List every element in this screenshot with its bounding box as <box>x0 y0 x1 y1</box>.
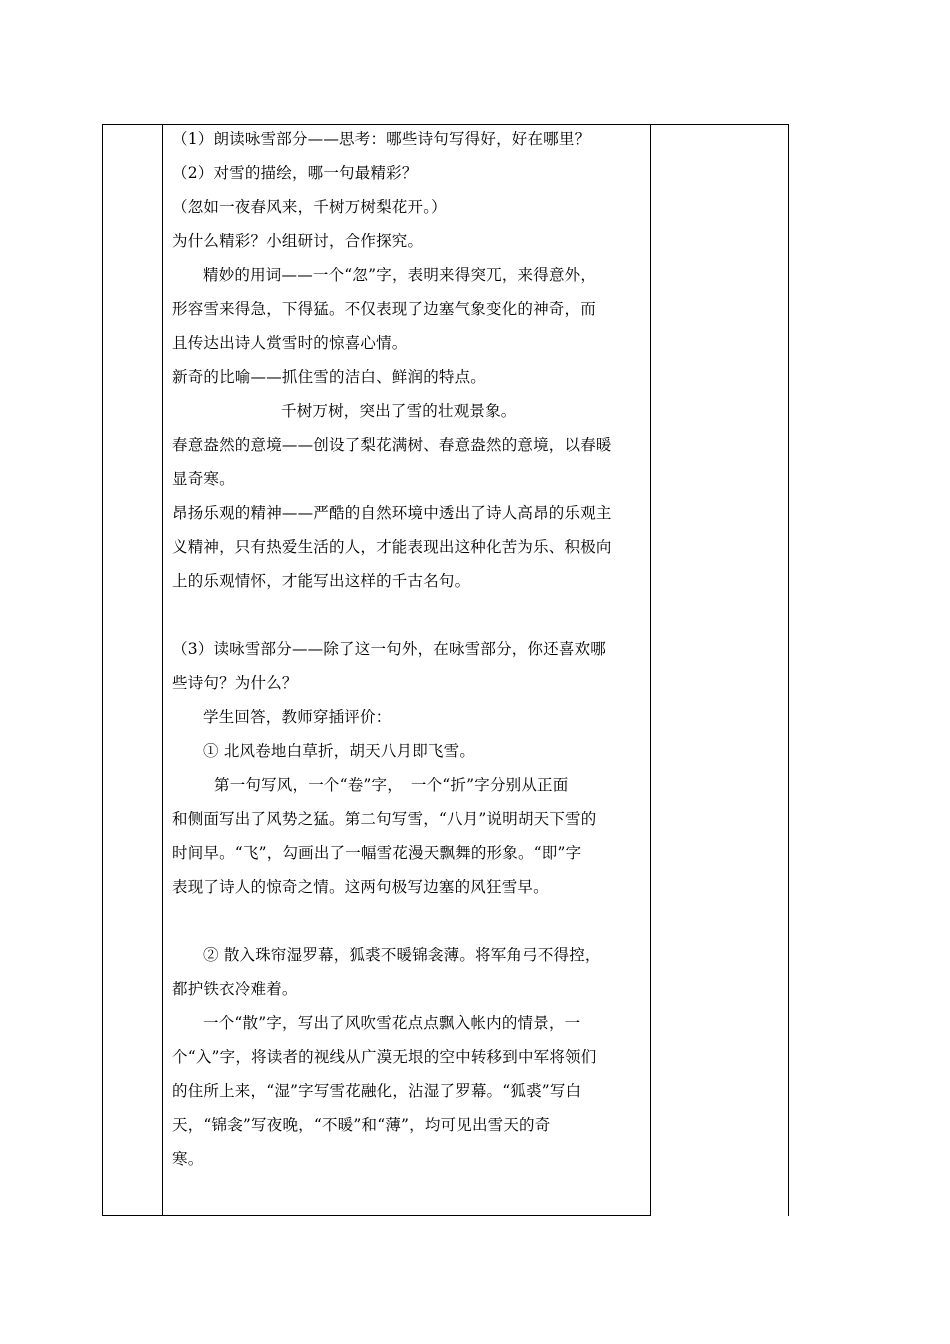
paragraph-gap <box>172 598 644 632</box>
lesson-content-cell <box>172 122 644 1176</box>
text-line: 为什么精彩？小组研讨，合作探究。 <box>172 232 424 250</box>
text-line: 新奇的比喻——抓住雪的洁白、鲜润的特点。 <box>172 368 487 386</box>
paragraph-gap <box>172 904 644 938</box>
text-line: 学生回答，教师穿插评价： <box>203 708 392 726</box>
text-line: ② 散入珠帘湿罗幕，狐裘不暖锦衾薄。将军角弓不得控， <box>203 946 601 964</box>
text-line: 的住所上来，“湿”字写雪花融化，沾湿了罗幕。“狐裘”写白 <box>172 1082 582 1100</box>
text-line: 且传达出诗人赏雪时的惊喜心情。 <box>172 334 408 352</box>
text-line: 一个“散”字，写出了风吹雪花点点飘入帐内的情景，一 <box>203 1014 581 1032</box>
table-column-divider-2 <box>650 124 651 1216</box>
text-line: （1）朗读咏雪部分——思考：哪些诗句写得好，好在哪里？ <box>172 130 591 148</box>
text-line: 精妙的用词——一个“忽”字，表明来得突兀，来得意外， <box>203 266 597 284</box>
text-line: 义精神，只有热爱生活的人，才能表现出这种化苦为乐、积极向 <box>172 538 612 556</box>
text-line: （忽如一夜春风来，千树万树梨花开。） <box>172 198 447 216</box>
text-line: 昂扬乐观的精神——严酷的自然环境中透出了诗人高昂的乐观主 <box>172 504 612 522</box>
text-line: 显奇寒。 <box>172 470 235 488</box>
text-line: 个“入”字，将读者的视线从广漠无垠的空中转移到中军将领们 <box>172 1048 597 1066</box>
text-line: 天，“锦衾”写夜晚，“不暖”和“薄”，均可见出雪天的奇 <box>172 1116 551 1134</box>
text-line: 春意盎然的意境——创设了梨花满树、春意盎然的意境，以春暖 <box>172 436 612 454</box>
text-line: 些诗句？为什么？ <box>172 674 298 692</box>
text-line: 千树万树，突出了雪的壮观景象。 <box>281 402 517 420</box>
text-line: 形容雪来得急，下得猛。不仅表现了边塞气象变化的神奇，而 <box>172 300 596 318</box>
text-line: 时间早。“飞”，勾画出了一幅雪花漫天飘舞的形象。“即”字 <box>172 844 582 862</box>
text-line: 表现了诗人的惊奇之情。这两句极写边塞的风狂雪早。 <box>172 878 549 896</box>
text-line: （2）对雪的描绘，哪一句最精彩？ <box>172 164 418 182</box>
table-column-divider-1 <box>162 124 163 1216</box>
text-line: 第一句写风，一个“卷”字， 一个“折”字分别从正面 <box>214 776 569 794</box>
text-line: ① 北风卷地白草折，胡天八月即飞雪。 <box>203 742 476 760</box>
text-line: 和侧面写出了风势之猛。第二句写雪，“八月”说明胡天下雪的 <box>172 810 597 828</box>
table-bottom-border <box>102 1215 651 1216</box>
text-line: 上的乐观情怀，才能写出这样的千古名句。 <box>172 572 471 590</box>
table-left-border <box>102 124 103 1216</box>
text-line: （3）读咏雪部分——除了这一句外，在咏雪部分，你还喜欢哪 <box>172 640 606 658</box>
text-line: 都护铁衣冷难着。 <box>172 980 298 998</box>
text-line: 寒。 <box>172 1150 204 1168</box>
table-right-border <box>788 124 789 1216</box>
